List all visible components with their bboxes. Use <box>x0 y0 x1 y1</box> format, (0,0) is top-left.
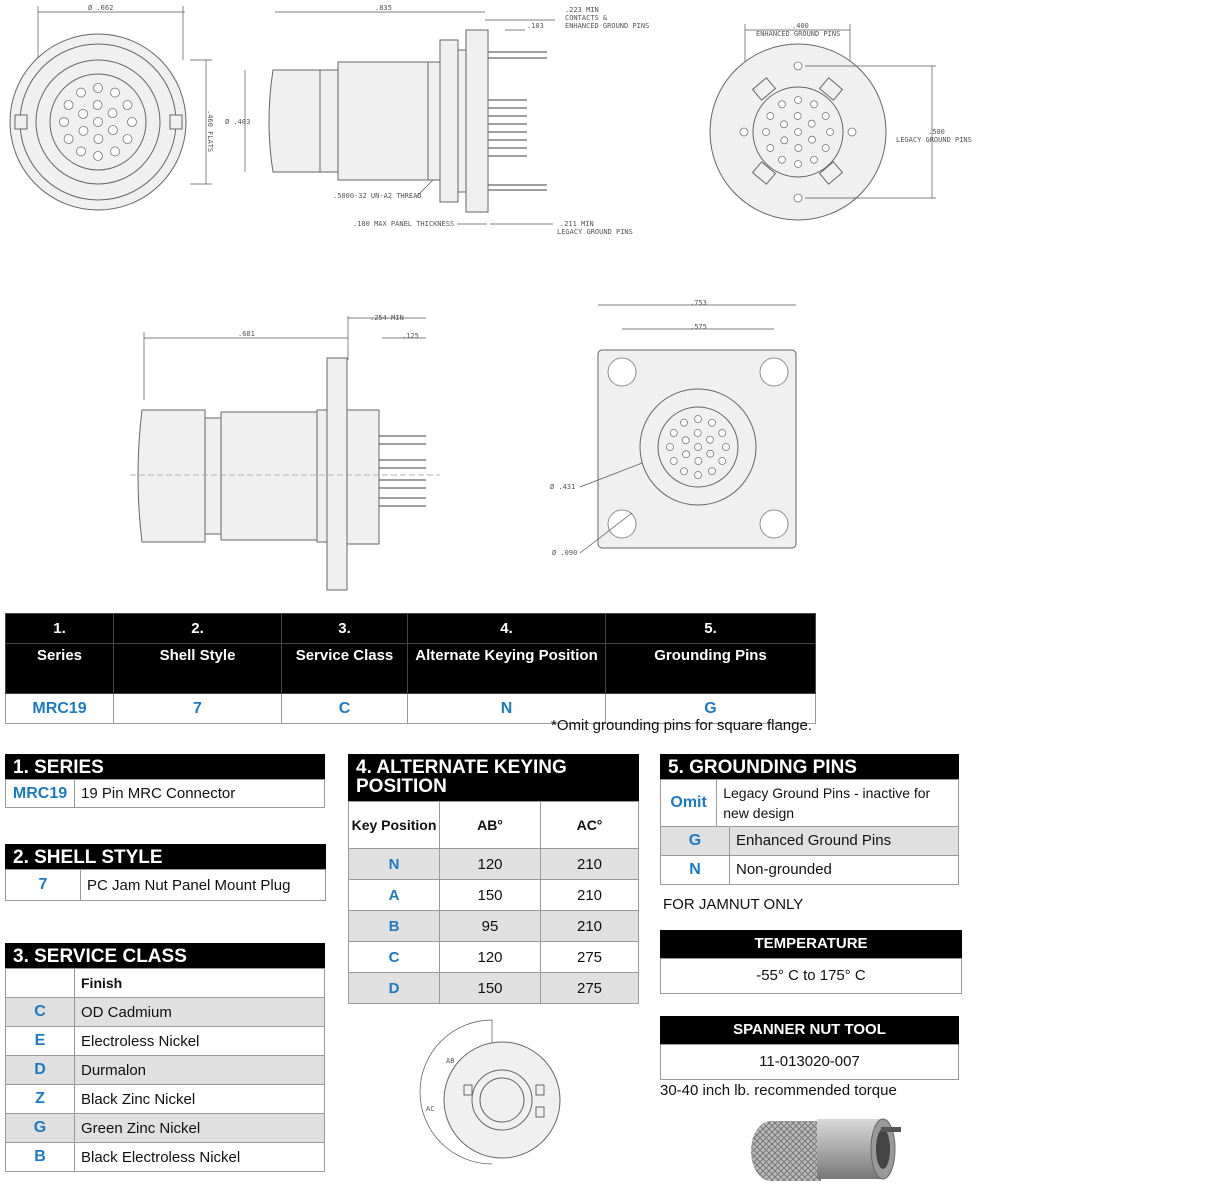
square-flange-side-drawing <box>120 300 450 600</box>
spanner-value: 11-013020-007 <box>660 1044 959 1080</box>
keying-cell-key: B <box>349 911 440 942</box>
svg-text:.223 MIN: .223 MIN <box>565 6 599 14</box>
keying-cell-ac: 275 <box>541 942 639 973</box>
contact-pin <box>123 101 132 110</box>
service-class-row <box>6 1113 324 1142</box>
keying-header-ac: AC° <box>541 802 639 849</box>
svg-text:.211 MIN: .211 MIN <box>560 220 594 228</box>
spanner-title: SPANNER NUT TOOL <box>660 1016 959 1044</box>
side-view-drawing <box>225 0 655 240</box>
service-class-code: C <box>6 998 75 1026</box>
svg-text:.753: .753 <box>690 299 707 307</box>
grounding-desc: Legacy Ground Pins - inactive for new design <box>723 785 931 821</box>
contact-pin <box>822 145 829 152</box>
contact-pin <box>77 147 86 156</box>
contact-pin <box>670 458 677 465</box>
keying-cell-ac: 210 <box>541 880 639 911</box>
contact-pin <box>808 120 815 127</box>
service-class-title: 3. SERVICE CLASS <box>5 943 325 968</box>
grounding-title: 5. GROUNDING PINS <box>660 754 959 779</box>
keying-section <box>348 754 639 1004</box>
svg-text:ENHANCED GROUND PINS: ENHANCED GROUND PINS <box>756 30 841 38</box>
contact-pin <box>93 101 102 110</box>
pn-value-shell: 7 <box>114 694 282 724</box>
contact-pin <box>767 113 774 120</box>
keying-cell-ab: 150 <box>440 880 541 911</box>
jamnut-note: FOR JAMNUT ONLY <box>663 896 804 913</box>
shell-style-desc: PC Jam Nut Panel Mount Plug <box>87 876 291 894</box>
contact-pin <box>723 444 730 451</box>
svg-text:LEGACY GROUND PINS: LEGACY GROUND PINS <box>557 228 633 236</box>
contact-pin <box>94 118 103 127</box>
contact-pin <box>779 156 786 163</box>
keying-row <box>349 973 639 1004</box>
pn-value-keying: N <box>408 694 606 724</box>
svg-text:Ø .403: Ø .403 <box>225 118 251 126</box>
pn-label-service: Service Class <box>282 644 408 694</box>
contact-pin <box>780 121 787 128</box>
keying-cell-ab: 95 <box>440 911 541 942</box>
keying-row <box>349 942 639 973</box>
svg-text:.103: .103 <box>527 22 544 30</box>
keying-cell-key: D <box>349 973 440 1004</box>
contact-pin <box>683 451 690 458</box>
svg-text:.681: .681 <box>238 330 255 338</box>
keying-cell-ab: 150 <box>440 973 541 1004</box>
grounding-code: N <box>661 856 730 884</box>
keying-header-key: Key Position <box>349 802 440 849</box>
contact-pin <box>779 101 786 108</box>
keying-row <box>349 880 639 911</box>
contact-pin <box>795 97 802 104</box>
service-class-code: E <box>6 1027 75 1055</box>
keying-cell-ab: 120 <box>440 942 541 973</box>
contact-pin <box>695 472 702 479</box>
svg-text:.125: .125 <box>402 332 419 340</box>
service-class-finish: OD Cadmium <box>81 1003 172 1021</box>
spanner-tool-image <box>745 1105 905 1185</box>
contact-pin <box>767 145 774 152</box>
pn-num-5: 5. <box>606 614 816 644</box>
grounding-row <box>661 780 958 826</box>
service-class-row <box>6 1055 324 1084</box>
svg-text:ENHANCED GROUND PINS: ENHANCED GROUND PINS <box>565 22 650 30</box>
series-desc: 19 Pin MRC Connector <box>81 785 236 802</box>
svg-text:AC: AC <box>426 1105 435 1113</box>
pn-num-2: 2. <box>114 614 282 644</box>
temperature-value: -55° C to 175° C <box>660 958 962 994</box>
contact-pin <box>719 430 726 437</box>
contact-pin <box>827 129 834 136</box>
contact-pin <box>111 88 120 97</box>
series-title: 1. SERIES <box>5 754 325 779</box>
keying-row <box>349 849 639 880</box>
series-section <box>5 754 325 808</box>
contact-pin <box>79 126 88 135</box>
svg-text:Ø .431: Ø .431 <box>550 483 576 491</box>
temperature-title: TEMPERATURE <box>660 930 962 958</box>
finish-header: Finish <box>81 975 123 991</box>
grounding-desc: Enhanced Ground Pins <box>736 832 892 849</box>
pn-label-keying: Alternate Keying Position <box>408 644 606 694</box>
service-class-code: Z <box>6 1085 75 1113</box>
part-number-table <box>5 613 816 724</box>
contact-pin <box>709 468 716 475</box>
contact-pin <box>94 134 103 143</box>
square-flange-front-drawing <box>540 295 810 595</box>
length-835-label: .835 <box>375 4 392 12</box>
contact-pin <box>111 147 120 156</box>
grounding-code: G <box>661 827 730 855</box>
contact-pin <box>695 457 702 464</box>
svg-text:.5000-32 UN-A2 THREAD: .5000-32 UN-A2 THREAD <box>333 192 422 200</box>
contact-pin <box>695 416 702 423</box>
svg-text:.460 FLATS: .460 FLATS <box>206 110 214 153</box>
grounding-code: Omit <box>661 780 717 826</box>
contact-pin <box>794 113 801 120</box>
contact-pin <box>763 129 770 136</box>
svg-text:.400: .400 <box>792 22 809 30</box>
pn-value-service: C <box>282 694 408 724</box>
contact-pin <box>681 468 688 475</box>
service-class-row <box>6 1026 324 1055</box>
service-class-code: B <box>6 1143 75 1171</box>
contact-pin <box>707 450 714 457</box>
svg-text:.254 MIN: .254 MIN <box>370 314 404 322</box>
svg-text:Ø .090: Ø .090 <box>552 549 578 557</box>
shell-style-section <box>5 844 326 901</box>
contact-pin <box>694 430 701 437</box>
contact-pin <box>128 118 137 127</box>
contact-pin <box>822 113 829 120</box>
contact-pin <box>719 458 726 465</box>
contact-pin <box>709 419 716 426</box>
keying-header-ab: AB° <box>440 802 541 849</box>
contact-pin <box>809 136 816 143</box>
svg-text:LEGACY GROUND PINS: LEGACY GROUND PINS <box>896 136 972 144</box>
contact-pin <box>706 436 713 443</box>
temperature-section <box>660 930 962 994</box>
svg-text:AB: AB <box>446 1057 455 1065</box>
svg-text:.100 MAX PANEL THICKNESS: .100 MAX PANEL THICKNESS <box>353 220 455 228</box>
keying-table <box>348 801 639 1004</box>
contact-pin <box>681 419 688 426</box>
shell-style-code: 7 <box>6 870 81 900</box>
contact-pin <box>77 88 86 97</box>
contact-pin <box>795 161 802 168</box>
contact-pin <box>64 135 73 144</box>
contact-pin <box>670 430 677 437</box>
service-class-row <box>6 1142 324 1171</box>
pn-value-grounding: G <box>606 694 816 724</box>
keying-angle-drawing <box>420 1015 570 1180</box>
contact-pin <box>781 137 788 144</box>
contact-pin <box>79 109 88 118</box>
shell-style-title: 2. SHELL STYLE <box>5 844 326 869</box>
service-class-row <box>6 997 324 1026</box>
keying-cell-key: C <box>349 942 440 973</box>
grounding-section <box>660 754 959 885</box>
contact-pin <box>795 129 802 136</box>
service-class-section <box>5 943 325 1172</box>
front-view-drawing <box>0 0 230 240</box>
svg-text:.575: .575 <box>690 323 707 331</box>
pn-value-series: MRC19 <box>6 694 114 724</box>
keying-cell-key: N <box>349 849 440 880</box>
contact-pin <box>682 437 689 444</box>
grounding-row <box>661 855 958 884</box>
contact-pin <box>667 444 674 451</box>
keying-cell-ac: 210 <box>541 911 639 942</box>
pn-num-4: 4. <box>408 614 606 644</box>
service-class-finish: Green Zinc Nickel <box>81 1119 201 1137</box>
contact-pin <box>108 109 117 118</box>
service-class-finish: Black Electroless Nickel <box>81 1148 241 1166</box>
svg-text:.500: .500 <box>928 128 945 136</box>
contact-pin <box>60 118 69 127</box>
contact-pin <box>795 144 802 151</box>
grounding-row <box>661 826 958 855</box>
keying-cell-ac: 210 <box>541 849 639 880</box>
omit-grounding-note: *Omit grounding pins for square flange. <box>551 717 812 734</box>
service-class-finish: Electroless Nickel <box>81 1032 200 1050</box>
contact-pin <box>64 101 73 110</box>
contact-pin <box>108 126 117 135</box>
spanner-section <box>660 1016 959 1080</box>
keying-cell-key: A <box>349 880 440 911</box>
keying-title: 4. ALTERNATE KEYING POSITION <box>348 754 639 801</box>
contact-pin <box>695 444 702 451</box>
contact-pin <box>123 135 132 144</box>
contact-pin <box>811 101 818 108</box>
pn-label-grounding: Grounding Pins <box>606 644 816 694</box>
series-code: MRC19 <box>6 780 75 807</box>
ground-pin-layout-drawing <box>700 0 990 240</box>
grounding-desc: Non-grounded <box>736 861 832 878</box>
pn-num-1: 1. <box>6 614 114 644</box>
contact-pin <box>94 152 103 161</box>
svg-text:CONTACTS &: CONTACTS & <box>565 14 608 22</box>
keying-row <box>349 911 639 942</box>
keying-cell-ab: 120 <box>440 849 541 880</box>
pn-label-shell: Shell Style <box>114 644 282 694</box>
keying-cell-ac: 275 <box>541 973 639 1004</box>
service-class-code: G <box>6 1114 75 1142</box>
dia-662-label: Ø .662 <box>88 4 114 12</box>
pn-label-series: Series <box>6 644 114 694</box>
contact-pin <box>94 84 103 93</box>
service-class-finish: Durmalon <box>81 1061 147 1079</box>
service-class-finish: Black Zinc Nickel <box>81 1090 196 1108</box>
contact-pin <box>811 156 818 163</box>
service-class-row <box>6 1084 324 1113</box>
service-class-code: D <box>6 1056 75 1084</box>
torque-note: 30-40 inch lb. recommended torque <box>660 1082 897 1099</box>
pn-num-3: 3. <box>282 614 408 644</box>
